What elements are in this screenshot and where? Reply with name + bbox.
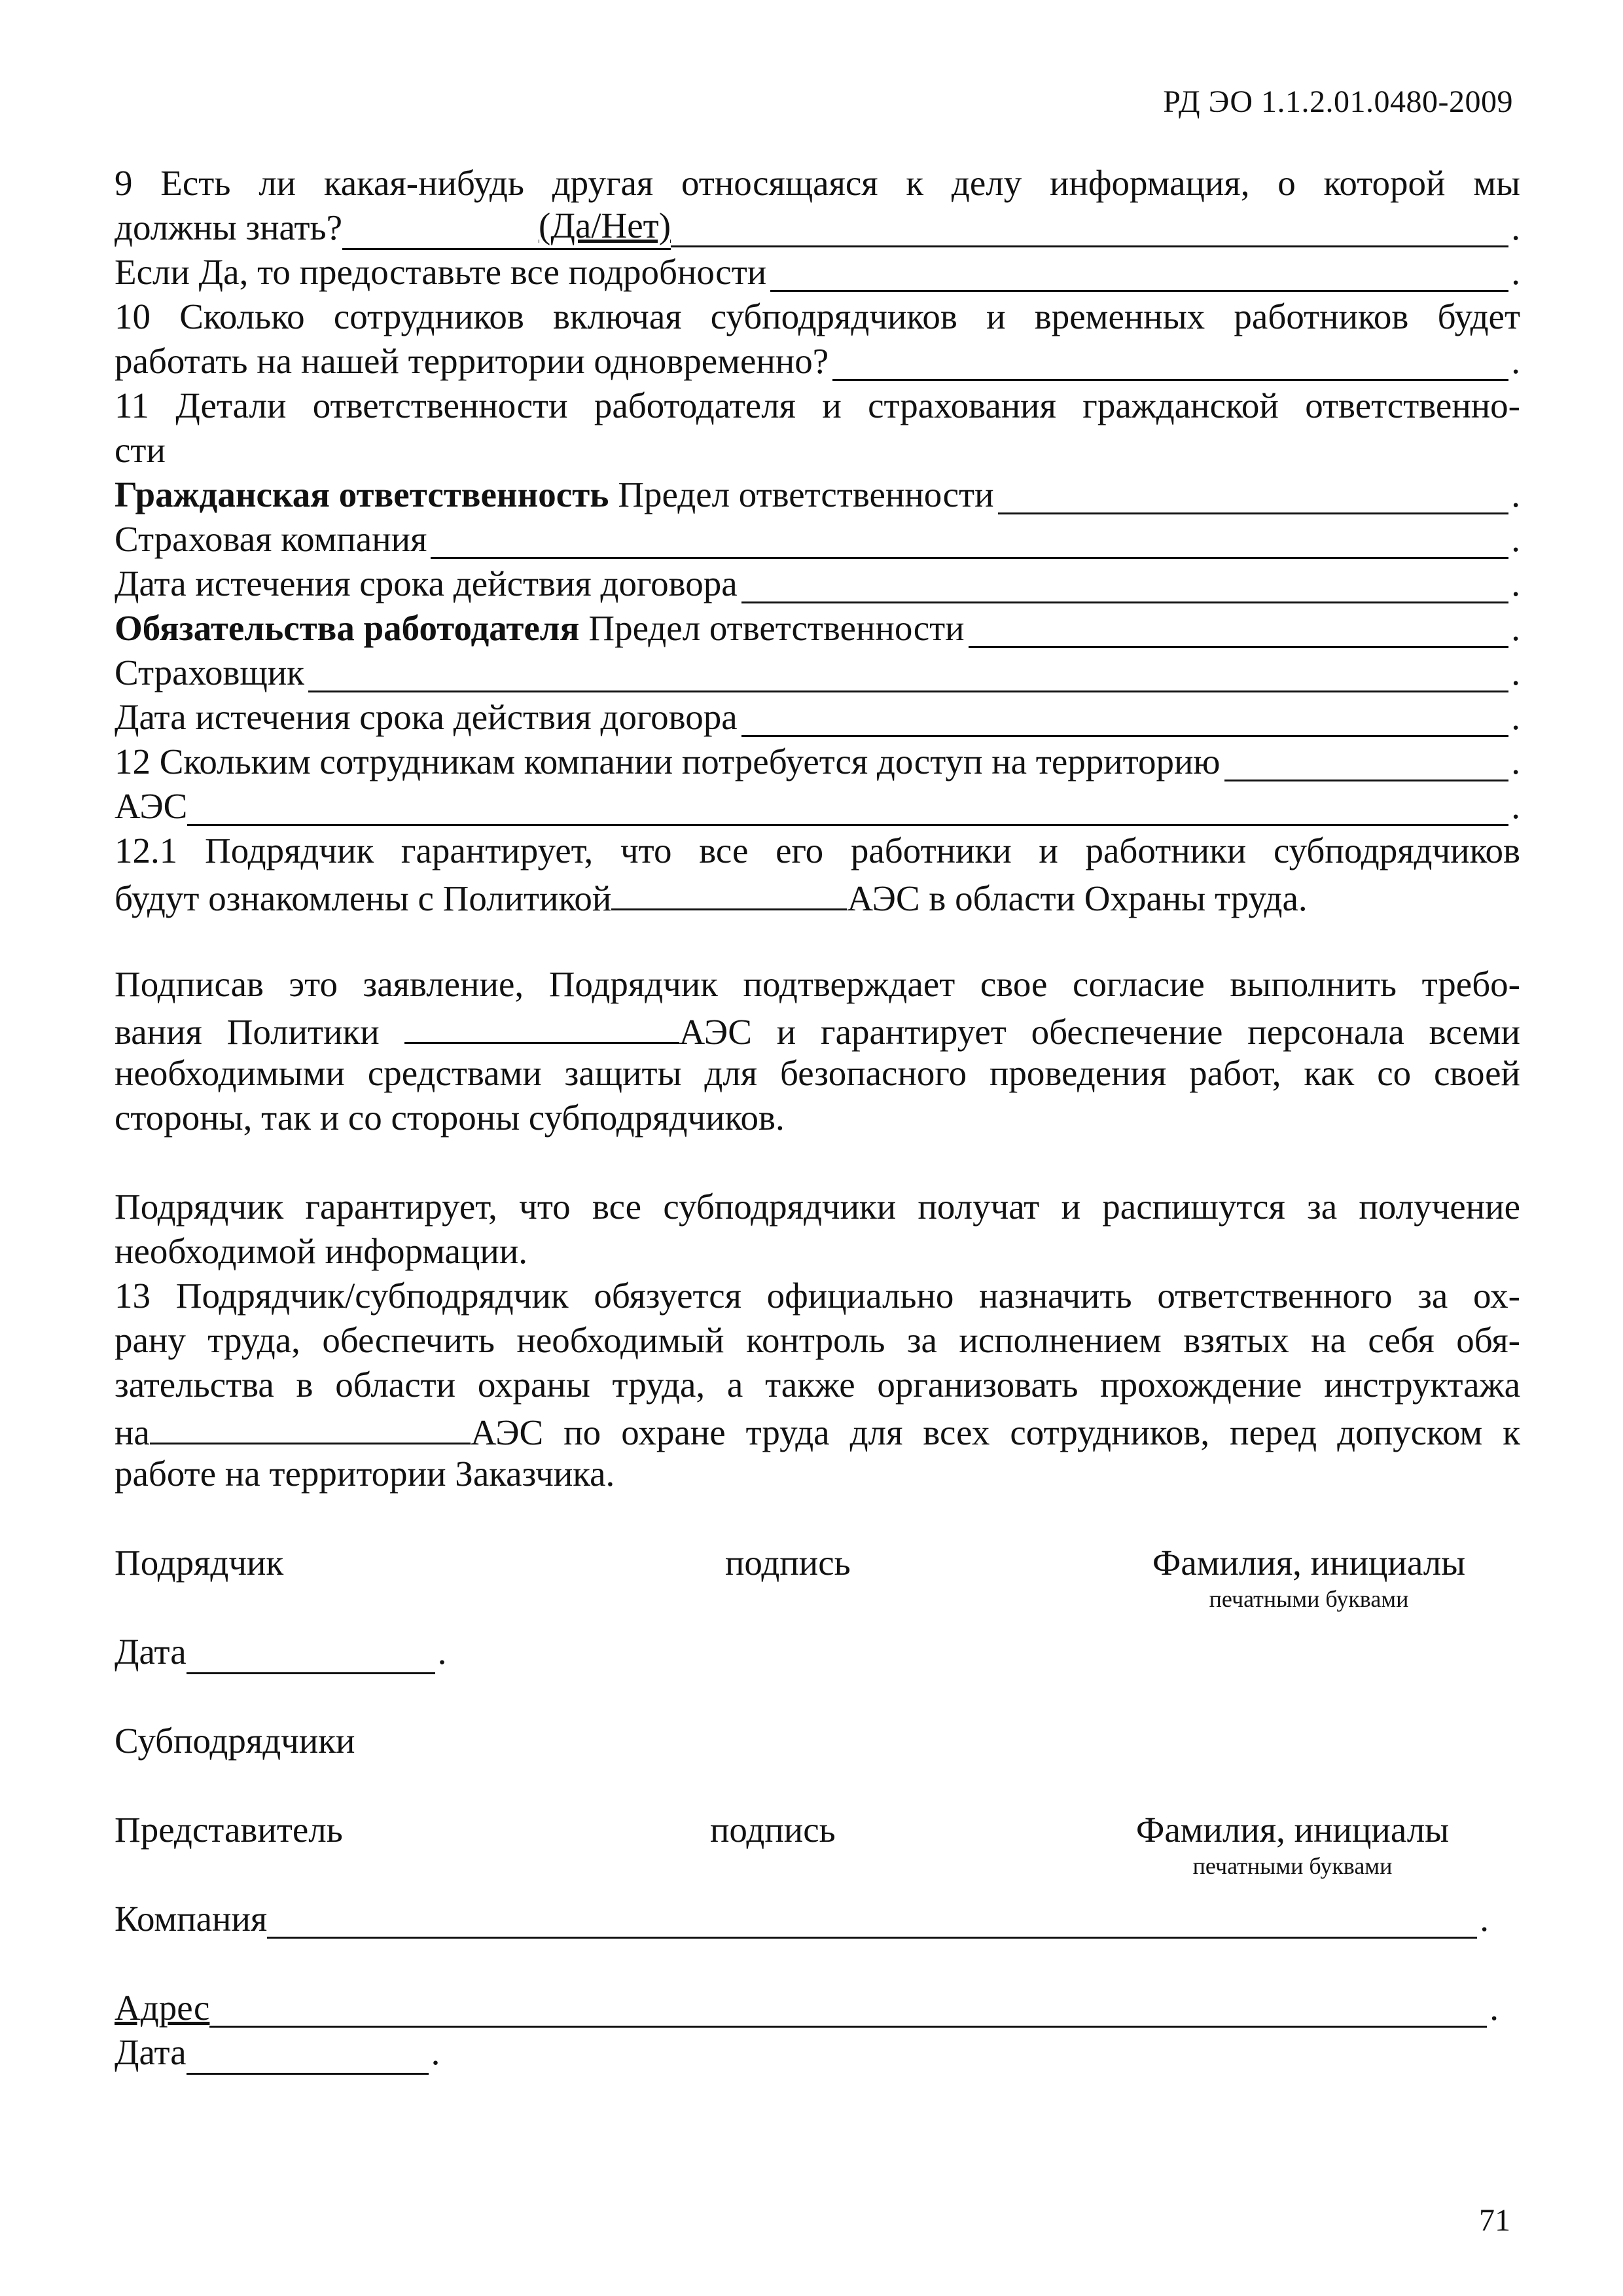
employer-limit-field[interactable] xyxy=(969,611,1509,648)
address-line: Адрес . xyxy=(115,1986,1499,2030)
company-line: Компания . xyxy=(115,1897,1489,1941)
subcontractor-date-field[interactable] xyxy=(187,2037,429,2075)
insurance-company-line: Страховая компания . xyxy=(115,517,1520,562)
q13-line1: 13 Подрядчик/субподрядчик обязуется официально назначить ответственного за ох- xyxy=(115,1276,1520,1316)
contractor-date-line: Дата . xyxy=(115,1630,446,1674)
civil-expiry-line: Дата истечения срока действия договора . xyxy=(115,562,1520,606)
q12-aes-label: АЭС xyxy=(115,786,188,826)
q12-1-line1: 12.1 Подрядчик гарантирует, что все его работники и работники субподрядчиков xyxy=(115,831,1520,870)
q12-territory-field[interactable] xyxy=(1224,744,1509,781)
civil-liability-line: Гражданская ответственность Предел ответственности . xyxy=(115,473,1520,517)
q12-1-label: будут ознакомлены с Политикой xyxy=(115,878,612,918)
subcontractor-date-line: Дата . xyxy=(115,2030,440,2075)
insurance-company-label: Страховая компания xyxy=(115,519,427,559)
company-label: Компания xyxy=(115,1899,268,1939)
q9-details-line: Если Да, то предоставьте все подробности . xyxy=(115,250,1520,295)
employer-liability-title: Обязательства работодателя xyxy=(115,608,580,648)
civil-limit-label: Предел ответственности xyxy=(618,475,994,514)
employer-expiry-label: Дата истечения срока действия договора xyxy=(115,697,738,737)
q9-line2: должны знать? (Да/Нет) . xyxy=(115,206,1520,250)
representative-signature-label: подпись xyxy=(710,1810,836,1850)
contractor-name-label: Фамилия, инициалы xyxy=(1152,1543,1466,1583)
employer-expiry-field[interactable] xyxy=(741,700,1509,737)
q10-line2: работать на нашей территории одновременно? . xyxy=(115,339,1520,384)
q13-aes-field[interactable] xyxy=(150,1407,471,1444)
q12-line1: 12 Скольким сотрудникам компании потребуется доступ на территорию . xyxy=(115,740,1520,784)
statement-p2-line2: необходимой информации. xyxy=(115,1231,528,1271)
statement-p2-line1: Подрядчик гарантирует, что все субподрядчики получат и распишутся за получение xyxy=(115,1187,1520,1227)
q12-aes-field[interactable] xyxy=(187,789,1508,826)
subcontractor-date-label: Дата xyxy=(115,2032,187,2072)
civil-expiry-label: Дата истечения срока действия договора xyxy=(115,564,738,603)
q13-line4: на АЭС по охране труда для всех сотрудников, перед допуском к xyxy=(115,1407,1520,1452)
q12-1-aes-field[interactable] xyxy=(611,873,847,910)
q10-field[interactable] xyxy=(832,344,1508,381)
employer-liability-line: Обязательства работодателя Предел ответственности . xyxy=(115,606,1520,651)
q12-aes-line: АЭС . xyxy=(115,784,1520,829)
q9-yes-no: (Да/Нет) xyxy=(539,204,671,250)
statement-p1-line4: стороны, так и со стороны субподрядчиков. xyxy=(115,1098,785,1138)
q9-details-label: Если Да, то предоставьте все подробности xyxy=(115,252,767,292)
contractor-label: Подрядчик xyxy=(115,1543,284,1583)
q12-1-line2 xyxy=(115,873,1520,918)
statement-policy-field[interactable] xyxy=(404,1007,679,1044)
civil-liability-title: Гражданская ответственность xyxy=(115,475,609,514)
civil-expiry-field[interactable] xyxy=(741,566,1509,603)
civil-limit-field[interactable] xyxy=(998,477,1509,514)
representative-label: Представитель xyxy=(115,1810,343,1850)
q12-1-label-end: АЭС в области Охраны труда. xyxy=(847,878,1308,918)
representative-printed-note: печатными буквами xyxy=(1192,1853,1393,1879)
q9-label: должны знать? xyxy=(115,207,343,247)
q10-label: работать на нашей территории одновременно? xyxy=(115,341,829,381)
address-label: Адрес xyxy=(115,1988,210,2028)
q9-line1: 9 Есть ли какая-нибудь другая относящаяся к делу информация, о которой мы xyxy=(115,163,1520,203)
contractor-date-label: Дата xyxy=(115,1632,187,1672)
insurer-field[interactable] xyxy=(308,655,1508,692)
contractor-signature-label: подпись xyxy=(725,1543,851,1583)
statement-p1-line3: необходимыми средствами защиты для безопасного проведения работ, как со своей xyxy=(115,1053,1520,1093)
contractor-printed-note: печатными буквами xyxy=(1209,1586,1409,1612)
q13-line2: рану труда, обеспечить необходимый контроль за исполнением взятых на себя обя- xyxy=(115,1320,1520,1360)
contractor-name-block xyxy=(1135,1541,1482,1613)
q10-line1: 10 Сколько сотрудников включая субподрядчиков и временных работников будет xyxy=(115,296,1520,336)
page-number: 71 xyxy=(1479,2203,1510,2238)
contractor-date-field[interactable] xyxy=(187,1637,435,1674)
insurer-line: Страховщик . xyxy=(115,651,1520,695)
q13-line5: работе на территории Заказчика. xyxy=(115,1454,615,1494)
q9-details-field[interactable] xyxy=(770,255,1508,292)
q13-line3: зательства в области охраны труда, а также организовать прохождение инструктажа xyxy=(115,1365,1520,1405)
q11-line1: 11 Детали ответственности работодателя и страхования гражданской ответственно- xyxy=(115,386,1520,425)
q11-line2: сти xyxy=(115,430,166,470)
document-code: РД ЭО 1.1.2.01.0480-2009 xyxy=(1163,84,1513,119)
q9-blank-field[interactable] xyxy=(342,213,539,250)
subcontractors-label: Субподрядчики xyxy=(115,1721,355,1761)
representative-name-block xyxy=(1119,1808,1466,1880)
representative-name-label: Фамилия, инициалы xyxy=(1135,1810,1450,1850)
company-field[interactable] xyxy=(267,1901,1477,1939)
statement-p1-line2: вания Политики АЭС и гарантирует обеспечение персонала всеми xyxy=(115,1007,1520,1051)
insurance-company-field[interactable] xyxy=(431,522,1508,559)
employer-limit-label: Предел ответственности xyxy=(588,608,965,648)
q12-label: 12 Скольким сотрудникам компании потребуется доступ на территорию xyxy=(115,742,1221,781)
q9-answer-field[interactable] xyxy=(671,210,1508,247)
insurer-label: Страховщик xyxy=(115,653,304,692)
statement-p1-line1: Подписав это заявление, Подрядчик подтверждает свое согласие выполнить требо- xyxy=(115,964,1520,1004)
address-field[interactable] xyxy=(209,1990,1487,2028)
employer-expiry-line: Дата истечения срока действия договора . xyxy=(115,695,1520,740)
